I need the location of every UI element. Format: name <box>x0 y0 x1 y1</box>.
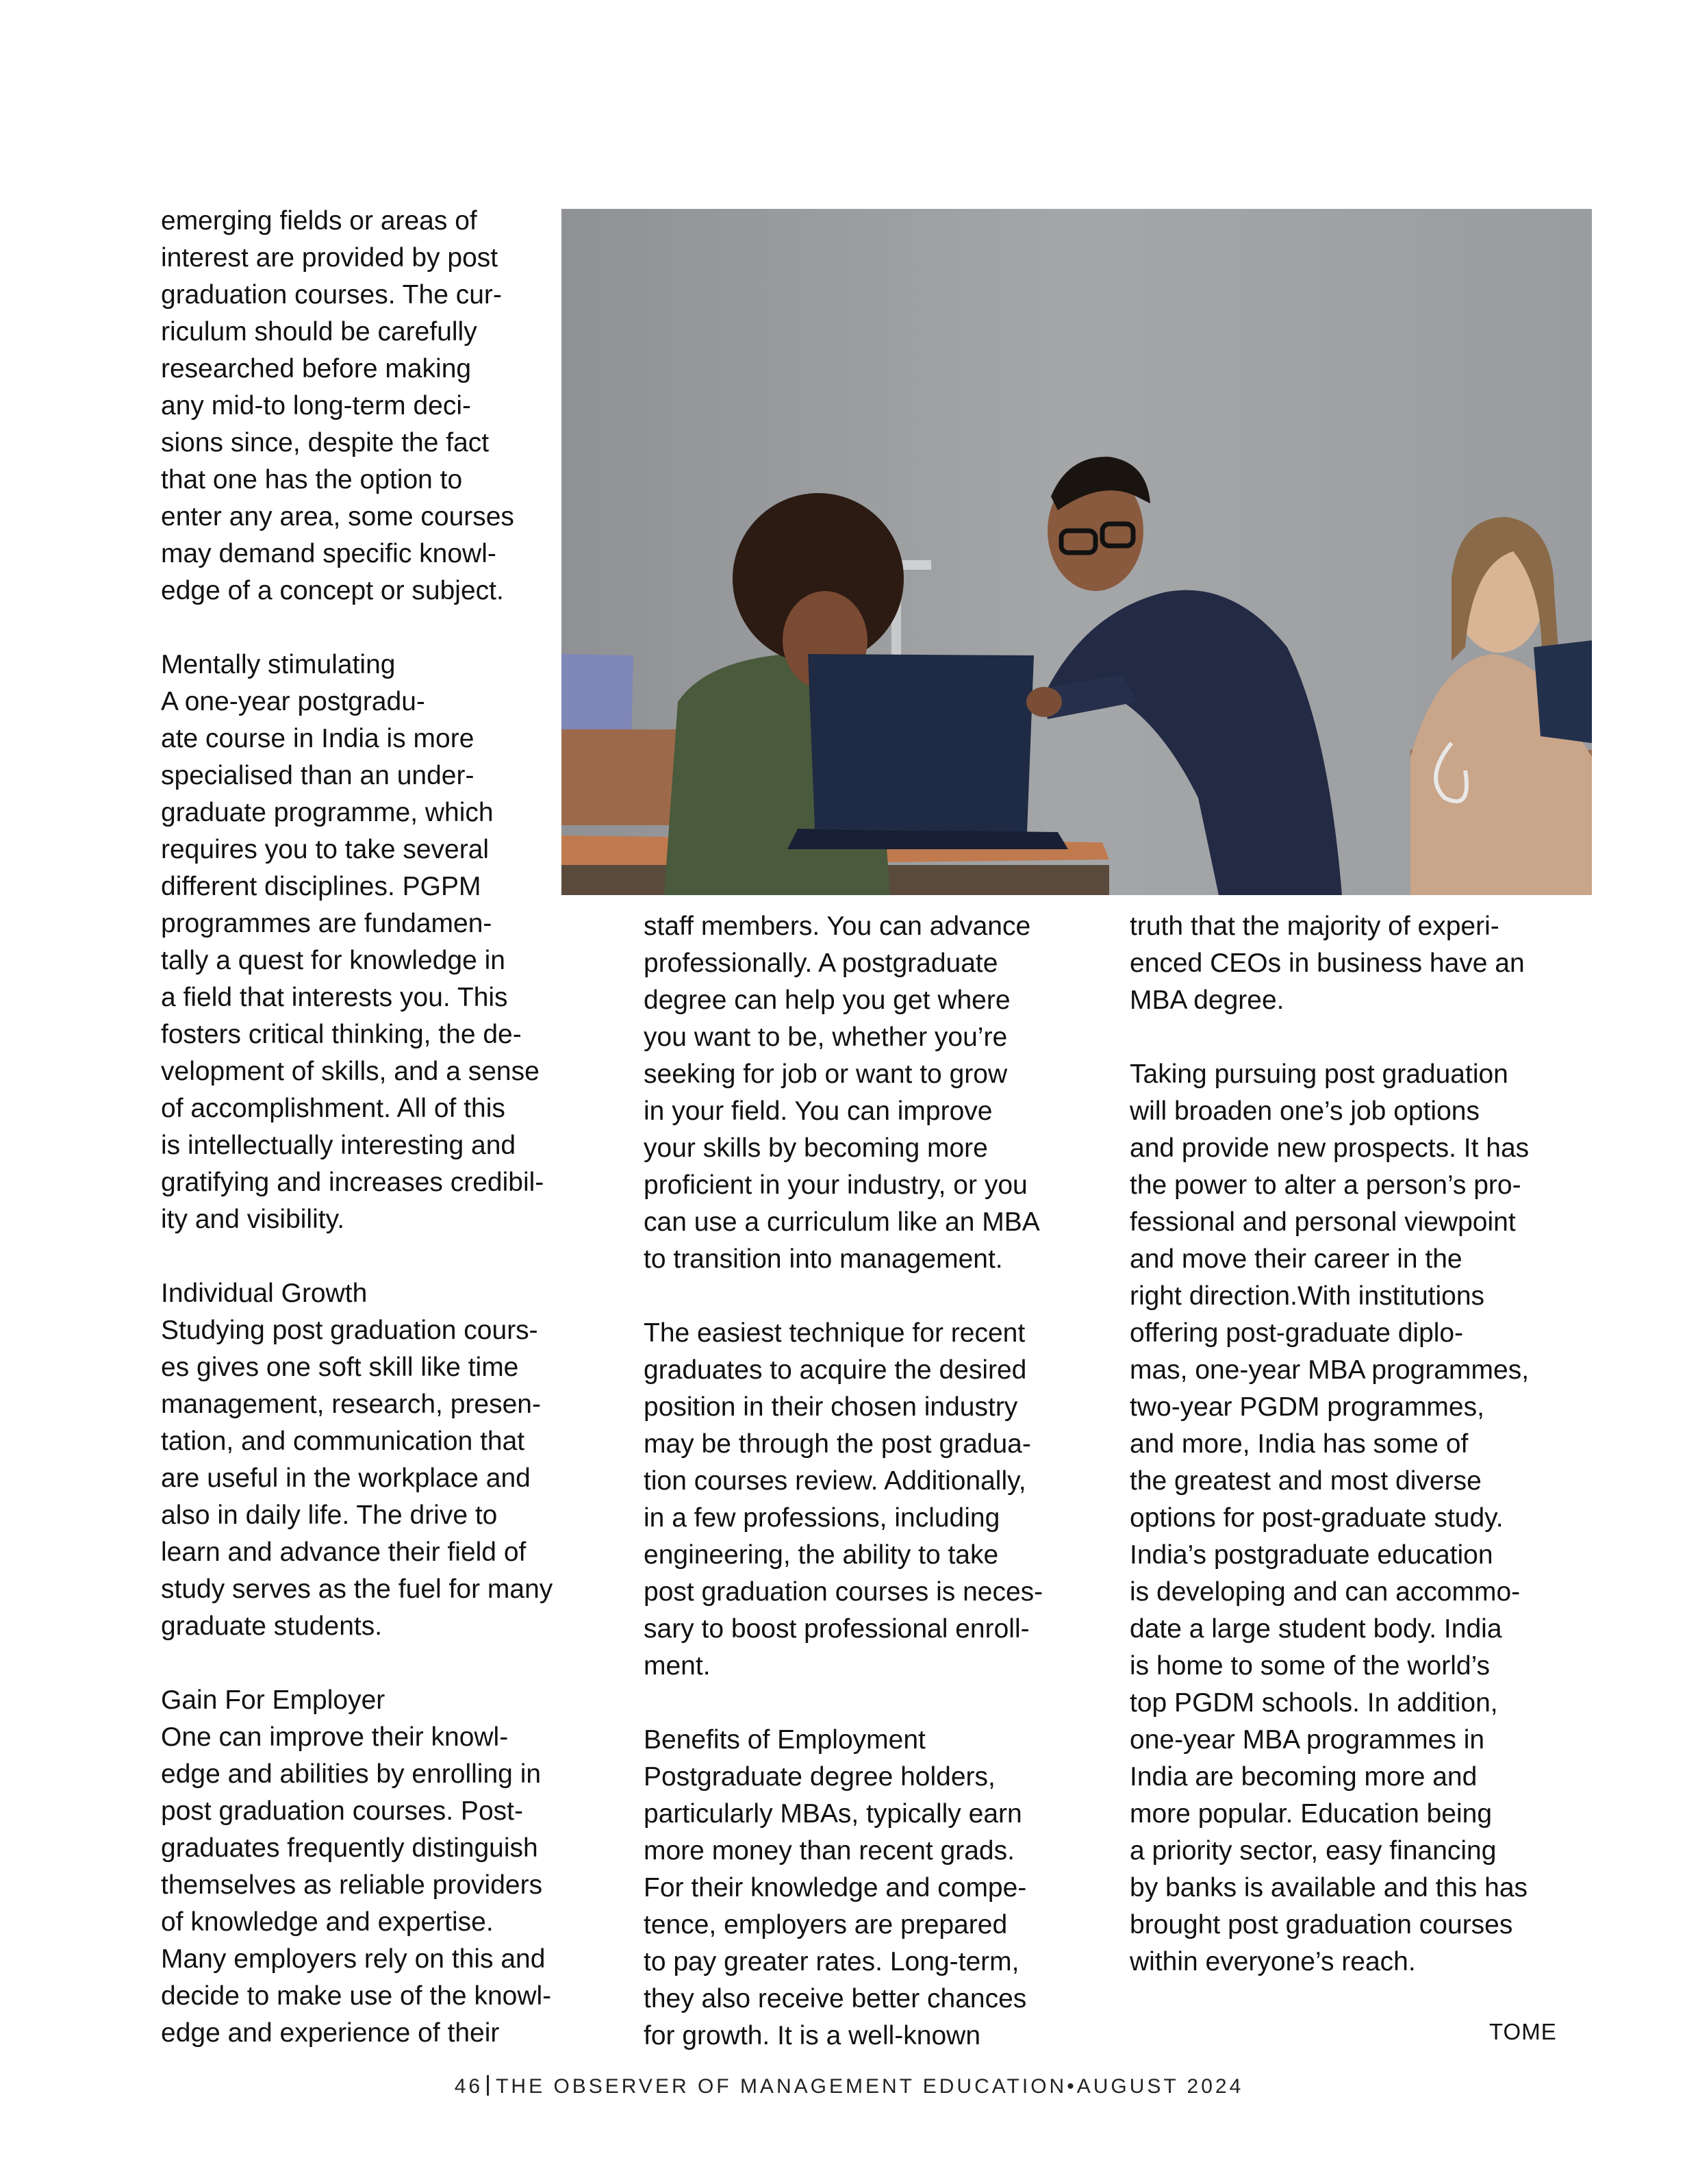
paragraph: Taking pursuing post graduation will broaden one’s job options and provide new prospects. It has the power to alter a person’s pro- fessional and personal viewpoint and move their career in the right direction.With institutions offering post-graduate diplo- mas, one-year MBA programmes, two-year PGDM programmes, and more, India has some of the greatest and most diverse options for post-graduate study. India’s postgraduate education is developing and can accommo- date a large student body. India is home to some of the world’s top PGDM schools. In addition, one-year MBA programmes in India are becoming more and more popular. Education being a priority sector, easy financing by banks is available and this has brought post graduation courses within everyone’s reach. <box>1130 1059 1530 1976</box>
footer-divider <box>487 2075 489 2096</box>
paragraph: Gain For Employer One can improve their knowl- edge and abilities by enrolling in post graduation courses. Post- graduates frequently distinguish themselves as reliable providers of knowledge and expertise. Many employers rely on this and decide to make use of the knowl- edge and experience of their <box>161 1685 552 2048</box>
publication-name: THE OBSERVER OF MANAGEMENT EDUCATION <box>496 2075 1067 2098</box>
photo-illustration <box>561 209 1592 895</box>
paragraph: Individual Growth Studying post graduation cours- es gives one soft skill like time management, research, presen- tation, and communication that are useful in the workplace and also in daily life. The drive to learn and advance their field of study serves as the fuel for many graduate students. <box>161 1279 553 1641</box>
footer-separator: • <box>1067 2075 1077 2098</box>
author-byline: TOME <box>1489 2019 1557 2044</box>
paragraph: staff members. You can advance professionally. A postgraduate degree can help you get where you want to be, whether you’re seeking for job or want to grow in your field. You can improve your skills by becoming more proficient in your industry, or you can use a curriculum like an MBA to transition into management. <box>644 912 1040 1274</box>
issue-date: AUGUST 2024 <box>1076 2075 1244 2098</box>
paragraph: Mentally stimulating A one-year postgradu- ate course in India is more specialised than an under- graduate programme, which requires you to take several different disciplines. PGPM programmes are fundamen- tally a quest for knowledge in a field that interests you. This fosters critical thinking, the de- velopment of skills, and a sense of accomplishment. All of this is intellectually interesting and gratifying and increases credibil- ity and visibility. <box>161 650 544 1234</box>
classroom-photo <box>561 209 1592 895</box>
page-footer <box>0 2075 1698 2098</box>
paragraph: truth that the majority of experi- enced CEOs in business have an MBA degree. <box>1130 912 1525 1015</box>
paragraph: The easiest technique for recent graduates to acquire the desired position in their chosen industry may be through the post gradua- tion courses review. Additionally, in a few professions, including engineering, the ability to take post graduation courses is neces- sary to boost professional enroll- ment. <box>644 1318 1043 1681</box>
article-column-1 <box>161 203 599 2052</box>
paragraph: emerging fields or areas of interest are provided by post graduation courses. The cur- riculum should be carefully researched before making any mid-to long-term deci- sions since, despite the fact that one has the option to enter any area, some courses may demand specific knowl- edge of a concept or subject. <box>161 206 514 605</box>
page-number: 46 <box>454 2075 483 2098</box>
paragraph: Benefits of Employment Postgraduate degree holders, particularly MBAs, typically earn more money than recent grads. For their knowledge and compe- tence, employers are prepared to pay greater rates. Long-term, they also receive better chances for growth. It is a well-known <box>644 1725 1027 2050</box>
article-column-2 <box>644 908 1095 2055</box>
article-column-3 <box>1130 908 1582 1981</box>
